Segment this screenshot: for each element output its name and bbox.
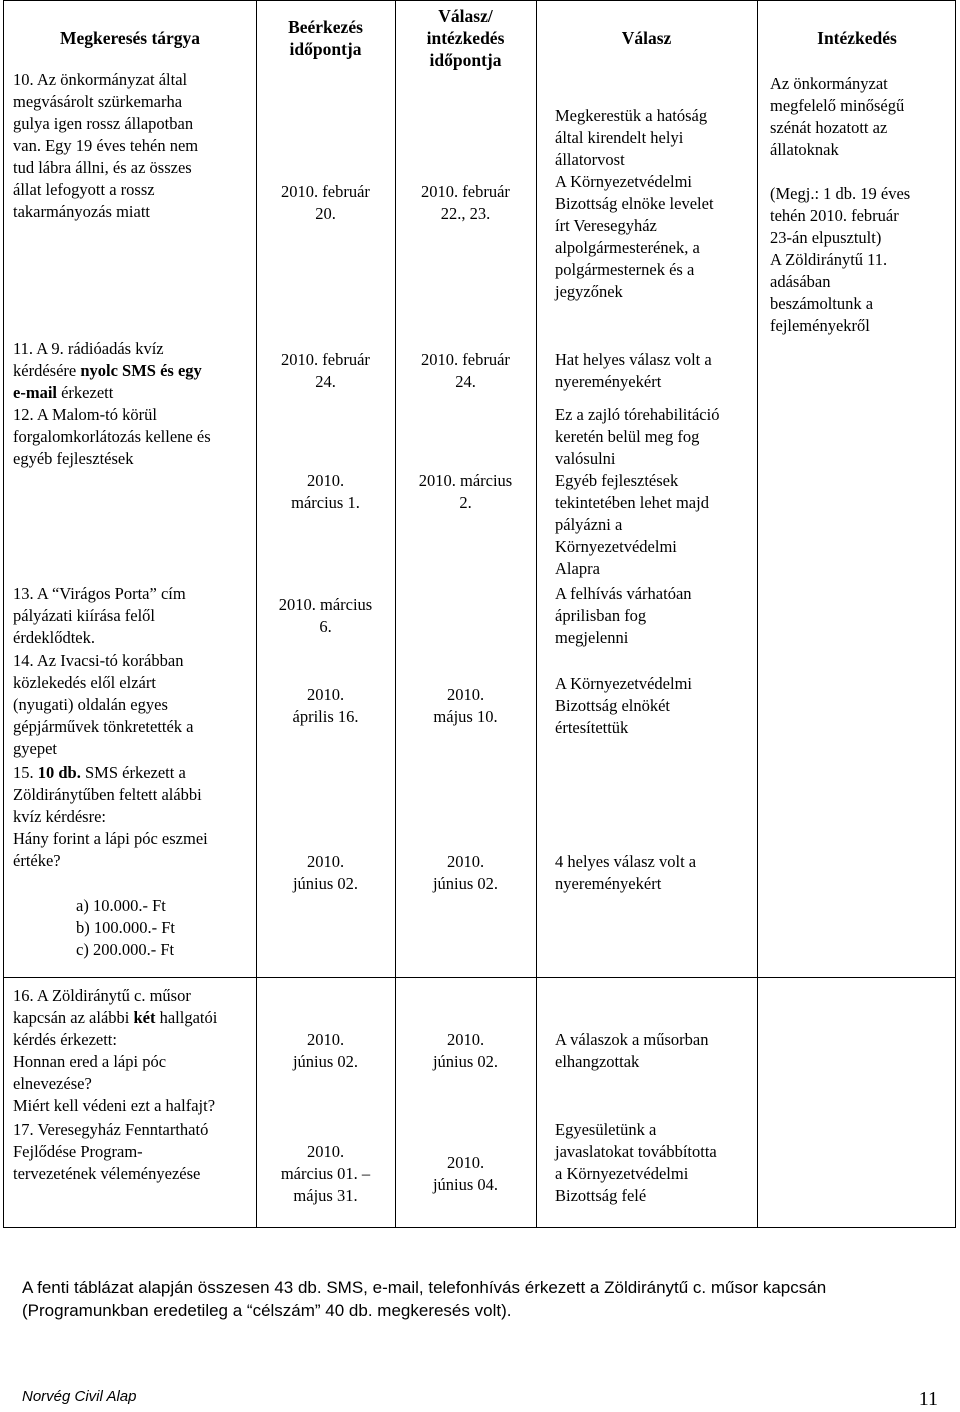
row-12-answer: Ez a zajló tórehabilitáció keretén belül meg fog valósulni Egyéb fejlesztések tekintetében lehet majd pályázni a Környezetvédelmi Alapra [555, 405, 720, 578]
row-13-subject: 13. A “Virágos Porta” cím pályázati kiírása felől érdeklődtek. [13, 584, 186, 647]
header-received: Beérkezés időpontja [288, 17, 363, 59]
row-14-response-time: 2010. május 10. [433, 685, 498, 726]
row-15-options: a) 10.000.- Ft b) 100.000.- Ft c) 200.000.- Ft [76, 896, 175, 959]
row-10-subject: 10. Az önkormányzat által megvásárolt szürkemarha gulya igen rossz állapotban van. Egy 19 éves tehén nem tud lábra állni, és az összes állat lefogyott a rossz takarmányozás miatt [13, 70, 199, 221]
inquiries-table [3, 0, 956, 1228]
header-response-time: Válasz/ intézkedés időpontja [426, 6, 505, 70]
row-15-response-time: 2010. június 02. [432, 852, 499, 893]
row-11-response-time: 2010. február 24. [421, 350, 510, 391]
column-divider [757, 1, 758, 1227]
summary-paragraph: A fenti táblázat alapján összesen 43 db. SMS, e-mail, telefonhívás érkezett a Zöldiránytű c. műsor kapcsán (Programunkban eredetileg a “célszám” 40 db. megkeresés volt). [22, 1278, 827, 1320]
row-10-answer: Megkerestük a hatóság által kirendelt helyi állatorvost A Környezetvédelmi Bizottság elnöke levelet írt Veresegyház alpolgármesterének, a polgármesternek és a jegyzőnek [555, 106, 714, 301]
row-17-answer: Egyesületünk a javaslatokat továbbította a Környezetvédelmi Bizottság felé [555, 1120, 717, 1205]
page-number: 11 [918, 1388, 938, 1410]
row-15-answer: 4 helyes válasz volt a nyereményekért [555, 852, 697, 893]
row-divider [4, 977, 955, 978]
header-action: Intézkedés [817, 28, 897, 48]
row-10-received: 2010. február 20. [281, 182, 370, 223]
row-16-response-time: 2010. június 02. [432, 1030, 499, 1071]
row-15-subject: 15. 10 db. SMS érkezett a Zöldiránytűben feltett alábbi kvíz kérdésre: Hány forint a lápi póc eszmei értéke? [13, 763, 208, 870]
row-13-answer: A felhívás várhatóan áprilisban fog megjelenni [555, 584, 692, 647]
row-12-response-time: 2010. március 2. [418, 471, 513, 512]
header-answer: Válasz [621, 28, 672, 48]
row-17-subject: 17. Veresegyház Fenntartható Fejlődése Program- tervezetének véleményezése [13, 1120, 209, 1183]
row-14-subject: 14. Az Ivacsi-tó korábban közlekedés elől elzárt (nyugati) oldalán egyes gépjárművek tönkretették a gyepet [13, 651, 194, 758]
row-15-received: 2010. június 02. [292, 852, 359, 893]
row-14-received: 2010. április 16. [292, 685, 359, 726]
row-16-received: 2010. június 02. [292, 1030, 359, 1071]
row-11-received: 2010. február 24. [281, 350, 370, 391]
row-16-answer: A válaszok a műsorban elhangzottak [555, 1030, 709, 1071]
row-13-received: 2010. március 6. [278, 595, 373, 636]
row-10-response-time: 2010. február 22., 23. [421, 182, 510, 223]
footer-organization: Norvég Civil Alap [22, 1388, 137, 1405]
row-11-subject: 11. A 9. rádióadás kvíz kérdésére nyolc SMS és egy e-mail érkezett [13, 339, 202, 402]
row-10-action: Az önkormányzat megfelelő minőségű szénát hozatott az állatoknak (Megj.: 1 db. 19 éves tehén 2010. február 23-án elpusztult) A Zöldiránytű 11. adásában beszámoltunk a fejleményekről [770, 74, 911, 335]
row-12-received: 2010. március 1. [291, 471, 360, 512]
column-divider [536, 1, 537, 1227]
row-12-subject: 12. A Malom-tó körül forgalomkorlátozás kellene és egyéb fejlesztések [13, 405, 211, 468]
row-16-subject: 16. A Zöldiránytű c. műsor kapcsán az alábbi két hallgatói kérdés érkezett: Honnan ered a lápi póc elnevezése? Miért kell védeni ezt a halfajt? [13, 986, 218, 1115]
row-14-answer: A Környezetvédelmi Bizottság elnökét értesítettük [555, 674, 692, 737]
row-11-answer: Hat helyes válasz volt a nyereményekért [555, 350, 712, 391]
header-subject: Megkeresés tárgya [59, 28, 201, 48]
row-17-response-time: 2010. június 04. [432, 1153, 499, 1194]
row-17-received: 2010. március 01. – május 31. [280, 1142, 371, 1205]
